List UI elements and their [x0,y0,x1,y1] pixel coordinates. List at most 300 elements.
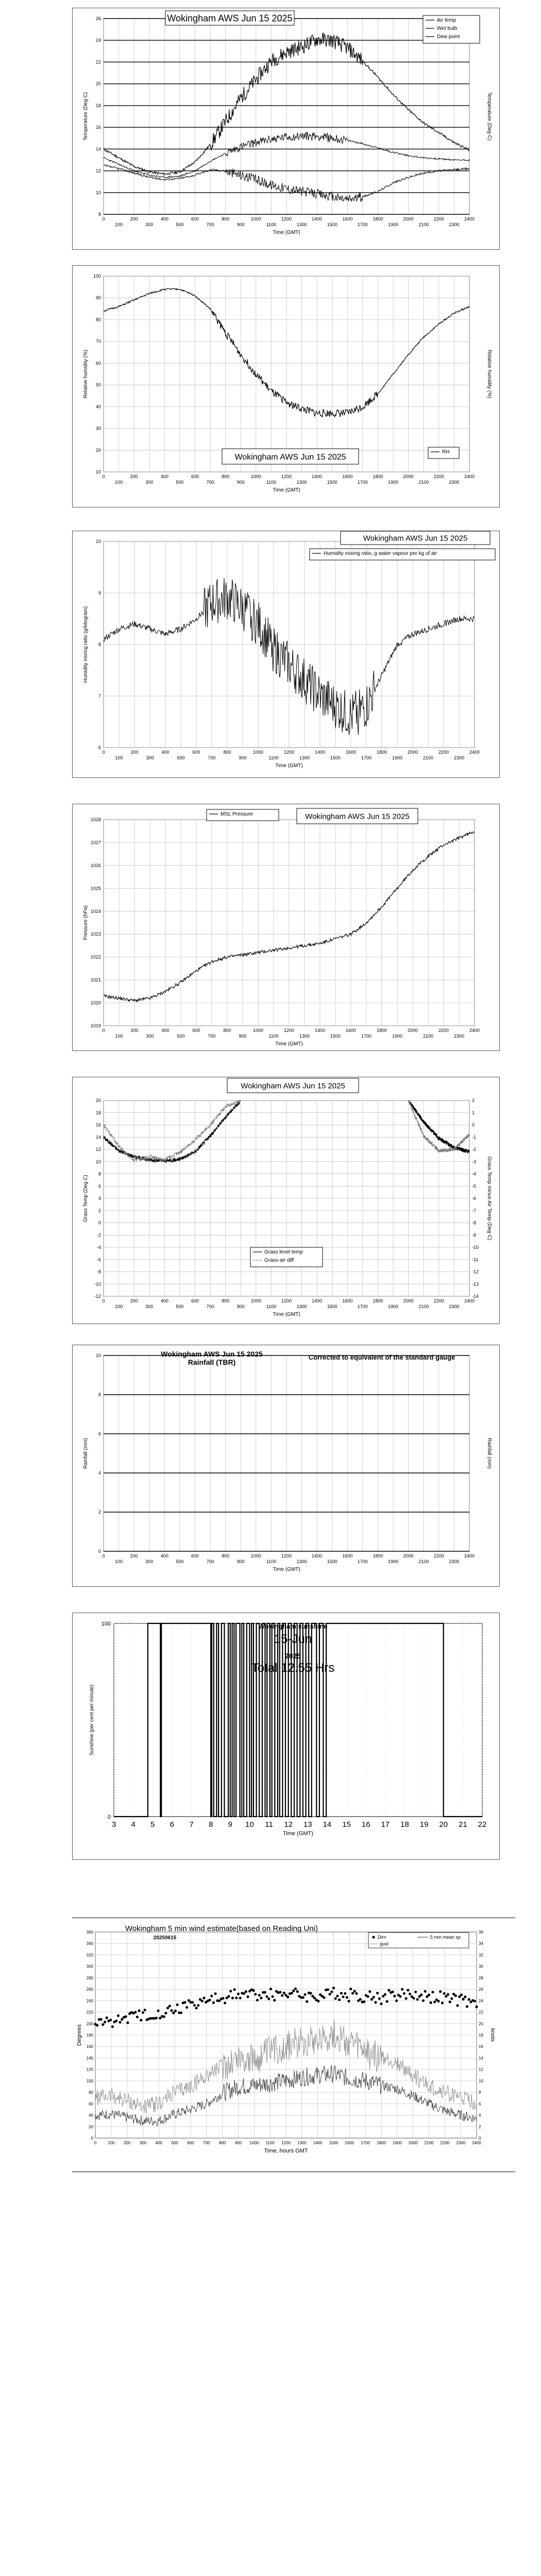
x-tick-label: 1400 [312,1298,323,1303]
x-tick-label: 500 [176,222,184,227]
direction-point [342,1995,344,1998]
direction-point [283,1992,285,1994]
x-tick-label: 1800 [373,1298,383,1303]
direction-point [134,2011,137,2013]
x-tick-label: 300 [146,755,154,760]
chart-svg-5 [73,1345,499,1586]
direction-point [462,1998,465,2001]
direction-point [403,1992,405,1995]
x-tick-label: 600 [192,750,200,755]
x-tick-label: 300 [145,1559,154,1564]
x-tick-label: 1100 [268,1033,279,1039]
direction-point [126,2022,129,2024]
x-tick-label: 1600 [342,1553,353,1558]
direction-point [349,1988,352,1990]
y-tick-label: 1021 [90,977,101,983]
x-tick-label: 100 [115,222,123,227]
x-tick-label: 2100 [424,2141,434,2145]
x-tick-label: 1800 [376,1028,387,1033]
x-tick-label: 1000 [252,1028,264,1033]
y-tick-label: 10 [95,1353,101,1358]
direction-point [269,1988,272,1990]
x-tick-label: 300 [139,2141,147,2145]
y-tick-label: 6 [98,1183,101,1189]
direction-point [387,1989,390,1991]
x-tick-label: 2000 [407,1028,418,1033]
direction-point [407,1989,409,1991]
y-tick-label: 4 [98,1196,101,1201]
y-tick-label: 200 [86,2021,93,2026]
y-tick-label: -6 [96,1257,101,1262]
x-tick-label: 2200 [438,1028,449,1033]
y2-tick-label: -1 [472,1134,477,1140]
x-tick-label: 100 [115,480,123,485]
direction-point [378,1997,381,2000]
legend-label: Humidity mixing ratio, g water vapour per kg of air [324,551,437,556]
x-tick-label: 2100 [418,480,429,485]
y2-tick-label: -12 [472,1269,479,1275]
direction-point [327,1988,329,1991]
direction-point [450,1997,453,2000]
y-tick-label: 300 [86,1964,93,1969]
y-tick-label: 140 [86,2056,93,2061]
x-tick-label: 2400 [469,750,480,755]
direction-point [437,2000,439,2003]
legend-label: Dirn [378,1935,386,1940]
x-tick-label: 400 [160,216,168,222]
y2-tick-label: 18 [479,2033,483,2038]
x-tick-label: 1400 [312,474,323,479]
y-tick-label: 10 [95,469,101,474]
legend-label: Wet bulb [437,26,458,31]
x-tick-label: 1600 [345,750,357,755]
x-tick-label: 0 [102,750,105,755]
y2-tick-label: -10 [472,1245,479,1250]
y-tick-label: 100 [86,2078,93,2083]
direction-point [185,2006,188,2009]
y2-axis-label: Temperature (Deg C) [486,92,492,141]
total-label: Total 12.55 Hrs [251,1661,335,1675]
x-tick-label: 2200 [433,474,444,479]
direction-point [373,1996,375,1998]
x-tick-label: 1100 [266,1304,277,1309]
x-tick-label: 1400 [314,750,326,755]
direction-point [332,1987,335,1989]
direction-point [267,1997,270,2000]
chart-title-line: Rainfall (TBR) [188,1358,236,1366]
x-tick-label: 1700 [357,1304,368,1309]
y-tick-label: -12 [94,1294,101,1299]
y-tick-label: 1025 [90,886,101,891]
direction-point [235,1996,238,1999]
chart-title: Wokingham AWS Jun 15 2025 [167,13,293,24]
x-tick-label: 1100 [266,1559,277,1564]
chart-title: Wokingham AWS Jun 15 2025 [363,534,468,543]
x-tick-label: 2100 [422,1033,434,1039]
x-tick-label: 1400 [312,1553,323,1558]
x-tick-label: 800 [223,750,231,755]
y-tick-label: 18 [95,1110,101,1115]
direction-point [431,1991,434,1993]
x-axis-label: Time (GMT) [283,1831,313,1837]
y-tick-label: 260 [86,1987,93,1992]
y-tick-label: 22 [95,59,101,65]
y-axis-label: Degrees [76,2024,82,2046]
direction-point [195,2007,198,2009]
direction-point [468,1998,470,2001]
direction-point [340,1992,343,1994]
y-tick-label: 0 [91,2136,93,2141]
x-tick-label: 800 [222,1298,230,1303]
x-axis-label: Time (GMT) [275,1041,303,1047]
chart-relative-humidity [72,265,500,507]
x-tick-label: 2100 [422,755,434,760]
x-tick-label: 100 [115,1304,123,1309]
x-tick-label: 600 [192,1028,200,1033]
x-tick-label: 13 [303,1820,312,1829]
x-tick-label: 1900 [388,1559,399,1564]
direction-point [264,1991,266,1994]
direction-point [100,2018,103,2021]
direction-point [439,1990,442,1993]
x-tick-label: 1600 [342,474,353,479]
x-tick-label: 900 [239,755,247,760]
x-tick-label: 1200 [281,1298,292,1303]
direction-point [430,2002,432,2004]
x-tick-label: 2200 [438,750,449,755]
year-label: 2025 [284,1652,301,1660]
x-tick-label: 11 [265,1820,273,1829]
date-label: 15-Jun [274,1632,312,1646]
x-tick-label: 21 [459,1820,467,1829]
y2-axis-label: Relative humidity (%) [486,349,492,399]
y-tick-label: 1028 [90,817,101,822]
x-tick-label: 1200 [281,2141,291,2145]
direction-point [412,1997,415,1999]
y-tick-label: 220 [86,2010,93,2015]
direction-point [191,2001,194,2004]
x-tick-label: 800 [222,216,230,222]
y-tick-label: 4 [98,1470,101,1476]
direction-point [202,1996,205,1999]
direction-point [401,1988,403,1991]
y2-tick-label: 36 [479,1930,483,1935]
x-axis-label: Time (GMT) [273,1312,300,1317]
y2-tick-label: 16 [479,2044,483,2049]
x-tick-label: 200 [130,1553,138,1558]
x-tick-label: 1300 [296,1304,307,1309]
y2-axis-label: knots [489,2028,496,2042]
x-tick-label: 10 [245,1820,254,1829]
y2-tick-label: -4 [472,1171,477,1177]
x-tick-label: 1300 [296,1559,307,1564]
x-axis-label: Time (GMT) [275,763,303,769]
x-tick-label: 2400 [469,1028,480,1033]
direction-point [296,1990,299,1993]
direction-point [475,2006,478,2008]
x-tick-label: 100 [115,1559,123,1564]
x-tick-label: 1000 [249,2141,259,2145]
chart-rainfall [72,1345,500,1587]
direction-point [334,1997,337,2000]
chart-air-temperature [72,8,500,250]
x-tick-label: 800 [222,1553,230,1558]
y2-tick-label: 0 [479,2136,481,2141]
y2-tick-label: -8 [472,1220,477,1226]
y-tick-label: 8 [98,1392,101,1397]
x-tick-label: 2100 [418,1304,429,1309]
y-tick-label: 100 [101,1621,111,1627]
y2-tick-label: -13 [472,1281,479,1287]
direction-point [460,1993,463,1996]
x-tick-label: 1900 [388,222,399,227]
y-tick-label: 80 [89,2090,93,2095]
direction-point [157,2009,160,2012]
direction-point [246,1995,249,1998]
x-tick-label: 2300 [453,1033,465,1039]
chart-svg-0 [73,8,499,249]
legend-swatch-dirn [372,1936,375,1938]
direction-point [443,1992,446,1995]
y-tick-label: 18 [95,103,101,108]
direction-point [197,2004,199,2007]
x-tick-label: 1200 [281,216,292,222]
x-tick-label: 1700 [357,1559,368,1564]
y-tick-label: 20 [95,447,101,453]
direction-point [222,1997,224,1999]
y-tick-label: 10 [95,1159,101,1164]
y-axis-label: Rainfall (mm) [83,1438,89,1469]
x-tick-label: 800 [222,474,230,479]
y-tick-label: 1024 [90,908,101,914]
direction-point [172,2012,175,2014]
y2-tick-label: 6 [479,2102,481,2107]
direction-point [456,2004,459,2007]
legend-label: Dew point [437,34,460,40]
x-tick-label: 1800 [376,750,387,755]
y2-tick-label: 12 [479,2067,483,2072]
direction-point [428,1994,430,1996]
x-tick-label: 600 [191,1553,199,1558]
direction-point [231,1997,234,1999]
x-tick-label: 1500 [327,1559,337,1564]
x-tick-label: 2300 [453,755,465,760]
x-tick-label: 2200 [433,1553,444,1558]
chart-svg-1 [73,266,499,507]
y2-tick-label: 34 [479,1941,483,1946]
x-tick-label: 2300 [449,222,460,227]
x-tick-label: 700 [206,222,214,227]
x-tick-label: 1300 [299,755,310,760]
direction-point [368,1990,371,1993]
direction-point [125,2015,127,2018]
direction-point [265,1995,268,1998]
y-tick-label: 320 [86,1953,93,1958]
x-tick-label: 400 [160,1298,168,1303]
y2-tick-label: 8 [479,2090,481,2095]
y-axis-label: Grass Temp (Deg C) [83,1175,89,1222]
y-tick-label: 60 [95,360,101,366]
y-tick-label: 1023 [90,931,101,937]
chart-wind [72,1922,500,2166]
chart-svg-7 [72,1922,500,2166]
y-tick-label: -10 [94,1281,101,1287]
x-tick-label: 200 [130,216,138,222]
direction-point [380,2003,382,2005]
chart-title-line: Wokingham AWS Jun 15 2025 [161,1350,263,1358]
x-tick-label: 15 [342,1820,351,1829]
direction-point [346,1996,348,1998]
x-tick-label: 1000 [250,474,261,479]
x-tick-label: 700 [208,1033,216,1039]
direction-point [386,2000,388,2003]
x-tick-label: 1800 [373,474,383,479]
x-tick-label: 1500 [327,1304,337,1309]
direction-point [254,1993,257,1995]
x-tick-label: 300 [145,222,154,227]
y-tick-label: 90 [95,295,101,301]
x-tick-label: 1700 [361,2141,370,2145]
direction-point [104,2021,106,2023]
direction-point [281,1994,283,1997]
y-tick-label: 0 [107,1814,111,1820]
direction-point [210,1995,213,1997]
direction-point [422,1999,425,2002]
direction-point [310,1992,312,1994]
x-tick-label: 0 [102,1298,105,1303]
y-tick-label: 8 [98,642,101,647]
x-tick-label: 400 [160,1553,168,1558]
direction-point [292,1990,295,1992]
direction-point [348,2000,350,2003]
x-tick-label: 100 [115,755,123,760]
direction-point [306,2000,308,2003]
x-tick-label: 900 [236,1559,245,1564]
x-tick-label: 4 [131,1820,136,1829]
direction-point [193,2004,196,2007]
direction-point [474,2000,476,2003]
x-tick-label: 700 [208,755,216,760]
direction-point [464,1995,466,1998]
direction-point [111,2025,114,2028]
x-tick-label: 2300 [449,1304,460,1309]
chart-title: Wokingham AWS Jun 15 2025 [234,452,346,462]
x-tick-label: 900 [236,480,245,485]
x-tick-label: 0 [102,474,105,479]
direction-point [367,1995,369,1998]
legend-label: Grass level temp [264,1249,303,1255]
y-tick-label: 0 [98,1220,101,1226]
x-tick-label: 2400 [464,1553,475,1558]
direction-point [420,1993,422,1996]
x-tick-label: 1500 [327,480,337,485]
direction-point [115,2020,117,2022]
direction-point [237,1993,240,1995]
y-tick-label: 20 [95,81,101,87]
x-tick-label: 300 [145,480,154,485]
x-tick-label: 1300 [296,480,307,485]
direction-point [201,1999,204,2002]
y2-tick-label: -11 [472,1257,479,1262]
y-tick-label: 70 [95,338,101,344]
x-tick-label: 1500 [330,755,341,760]
x-tick-label: 19 [419,1820,429,1829]
direction-point [291,1992,293,1994]
x-tick-label: 2200 [433,216,444,222]
x-tick-label: 1200 [283,1028,295,1033]
direction-point [384,1993,386,1996]
direction-point [392,1991,394,1993]
y2-tick-label: -3 [472,1159,477,1164]
x-tick-label: 400 [161,750,170,755]
x-tick-label: 100 [115,1033,123,1039]
x-tick-label: 1600 [345,1028,357,1033]
direction-point [302,1996,305,1999]
x-tick-label: 1600 [345,2141,354,2145]
x-tick-label: 600 [191,474,199,479]
chart-sunshine [72,1613,500,1860]
direction-point [168,2005,171,2007]
x-tick-label: 0 [102,216,105,222]
x-tick-label: 800 [223,1028,231,1033]
direction-point [353,1990,356,1992]
x-tick-label: 7 [189,1820,194,1829]
direction-point [355,1992,358,1995]
x-tick-label: 500 [177,1033,185,1039]
y-tick-label: 2 [98,1510,101,1515]
x-tick-label: 1900 [392,1033,403,1039]
x-tick-label: 200 [130,474,138,479]
y-axis-label: Relative humidity (%) [83,349,89,399]
y2-tick-label: 2 [479,2124,481,2129]
x-tick-label: 200 [130,750,139,755]
x-tick-label: 2000 [403,1553,414,1558]
x-tick-label: 300 [145,1304,154,1309]
x-tick-label: 1500 [327,222,337,227]
y-axis-label: Temperature (Deg C) [83,92,89,141]
direction-point [458,1995,461,1998]
direction-point [447,1993,449,1996]
x-tick-label: 1000 [250,1298,261,1303]
direction-point [409,1993,411,1995]
x-tick-label: 1300 [299,1033,310,1039]
x-tick-label: 18 [400,1820,409,1829]
direction-point [142,2011,144,2014]
direction-point [359,1998,362,2001]
x-tick-label: 900 [236,222,245,227]
y2-tick-label: 28 [479,1975,483,1980]
y2-tick-label: 24 [479,1998,483,2004]
x-tick-label: 700 [206,480,214,485]
chart-subtitle: 20250615 [153,1935,177,1941]
x-tick-label: 0 [94,2141,97,2145]
y2-axis-label: Rainfall (mm) [486,1438,492,1469]
direction-point [117,2014,120,2017]
direction-point [370,1998,373,2001]
x-tick-label: 5 [150,1820,155,1829]
y-tick-label: 40 [89,2113,93,2118]
y2-tick-label: -7 [472,1208,477,1213]
x-tick-label: 2000 [403,216,414,222]
x-axis-label: Time (GMT) [273,1567,300,1572]
y2-tick-label: 2 [472,1098,475,1103]
direction-point [256,1999,259,2002]
chart-title: Wokingham 5 min wind estimate(based on Reading Uni) [125,1924,318,1933]
x-tick-label: 500 [171,2141,178,2145]
y-tick-label: 10 [95,539,101,544]
x-tick-label: 1000 [252,750,264,755]
y-tick-label: 24 [95,38,101,43]
